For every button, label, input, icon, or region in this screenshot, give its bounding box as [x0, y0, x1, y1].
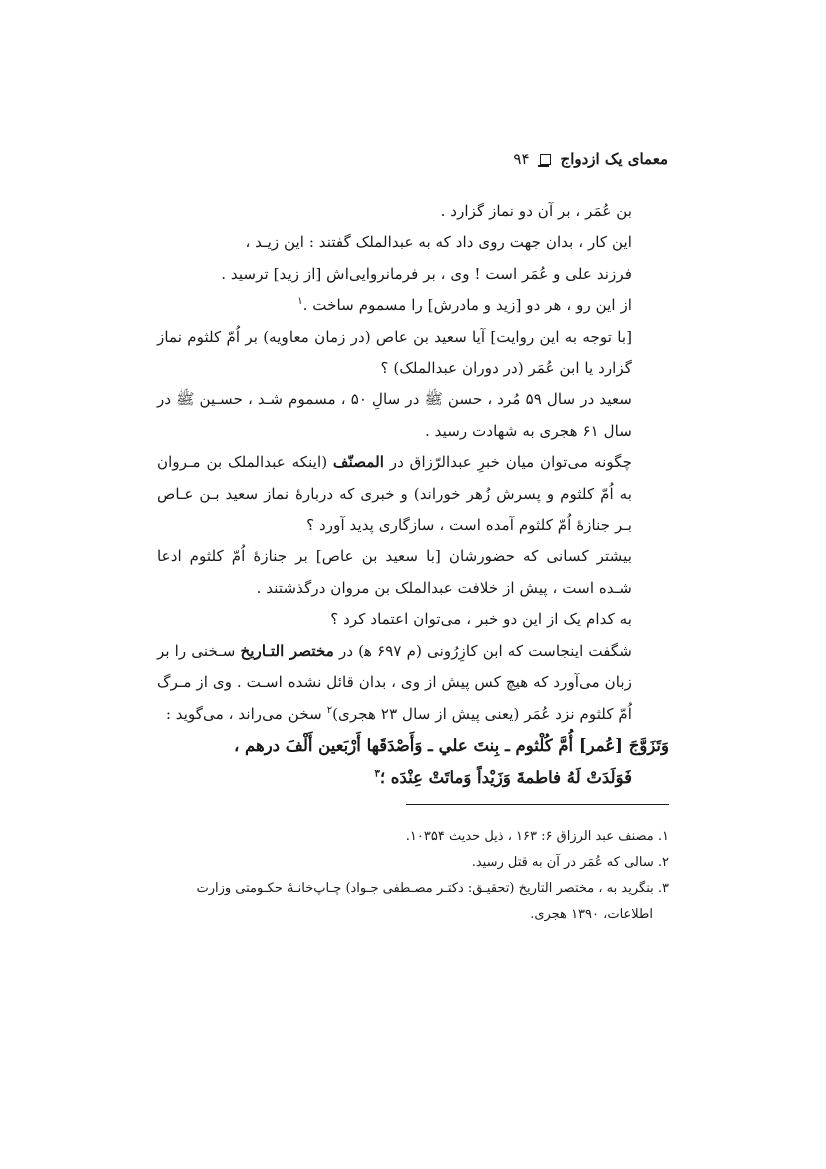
body-text [157, 196, 669, 794]
book-title: المصنّف [332, 453, 385, 472]
footnote-ref: ۳ [374, 768, 380, 780]
footnote-ref: ۱ [297, 296, 303, 308]
arabic-quote-text: فَوَلَدَتْ لَهُ فاطمةَ وَزَيْداً وَماتَتْ عِنْدَه ؛ [379, 767, 632, 787]
footnote: اطلاعات، ۱۳۹۰ هجری. [530, 907, 653, 922]
footnote: ۲. سالی که عُمَر در آن به قتل رسید. [471, 855, 669, 870]
paragraph-text: (اینکه عبدالملک بن مـروان به اُمّ کلثوم و پسرش زُهر خوراند) و خبری که دربارهٔ نماز سعید بـن عـاص بـر جنازهٔ اُمّ کلثوم آمده است ، سازگاری پدید آورد ؟ [157, 453, 632, 535]
paragraph [157, 636, 669, 730]
paragraph-text: چگونه می‌توان میان خبرِ عبدالرّزاق در [389, 453, 633, 472]
paragraph [157, 447, 669, 541]
quote-line: این کار ، بدان جهت روی داد که به عبدالملک گفتند : این زیـد ، [245, 233, 632, 252]
paragraph: سعید در سال ۵۹ مُرد ، حسن ﷺ در سالِ ۵۰ ، مسموم شـد ، حسـین ﷺ در سال ۶۱ هجری به شهادت رسید . [157, 390, 632, 440]
quote-line [157, 290, 669, 321]
paragraph-text: سخن می‌راند ، می‌گوید : [165, 704, 322, 723]
footnote: ۳. بنگرید به ، مختصر التاريخ (تحقیـق: دکتـر مصـطفی جـواد) چـاپ‌خانـهٔ حکـومتی وزارت [196, 881, 669, 896]
paragraph-text: سـخنی را بر زبان می‌آورد که هیچ کس پیش از وی ، بدان قائل نشده اسـت . وی از مـرگ اُمّ کلثوم نزد عُمَر (یعنی پیش از سال ۲۳ هجری) [157, 641, 632, 723]
running-header [513, 148, 668, 170]
paragraph: بیشتر کسانی که حضورشان [با سعید بن عاص] بر جنازهٔ اُمّ کلثوم ادعا شـده است ، پیش از خلافت عبدالملک بن مروان درگذشتند . [157, 547, 632, 597]
quote-text: از این رو ، هر دو [زید و مادرش] را مسموم ساخت . [302, 296, 632, 315]
arabic-quote: وَتَزَوَّجَ [عُمر] أُمَّ كُلْثوم ـ بِنتَ علي ـ وَأَصْدَقَها أَرْبَعين أَلْفَ درهم ، [233, 735, 669, 755]
arabic-quote [157, 762, 669, 794]
footnote-ref: ۲ [326, 704, 333, 716]
paragraph: به کدام یک از این دو خبر ، می‌توان اعتماد کرد ؟ [330, 610, 632, 629]
footnote: ۱. مصنف عبد الرزاق ۶: ۱۶۳ ، ذیل حدیث ۱۰۳۵۴. [405, 829, 669, 844]
page-number: ۹۴ [513, 150, 530, 168]
square-icon [540, 154, 551, 165]
book-title: مختصر التـاريخ [240, 641, 334, 660]
quote-line: بن عُمَر ، بر آن دو نماز گزارد . [440, 202, 632, 220]
paragraph: [با توجه به این روایت] آیا سعید بن عاص (در زمان معاویه) بر اُمّ کلثوم نماز گزارد یا ابن عُمَر (در دوران عبدالملک) ؟ [157, 327, 632, 378]
paragraph-text: شگفت اینجاست که ابن کازِرُونی (م ۶۹۷ ه‍) در [338, 641, 633, 660]
footnote-separator [406, 804, 669, 805]
quote-line: فرزند علی و عُمَر است ! وی ، بر فرمانروایی‌اش [از زید] ترسید . [221, 264, 632, 283]
running-title: معمای یک ازدواج [560, 150, 668, 168]
footnotes [157, 824, 669, 928]
